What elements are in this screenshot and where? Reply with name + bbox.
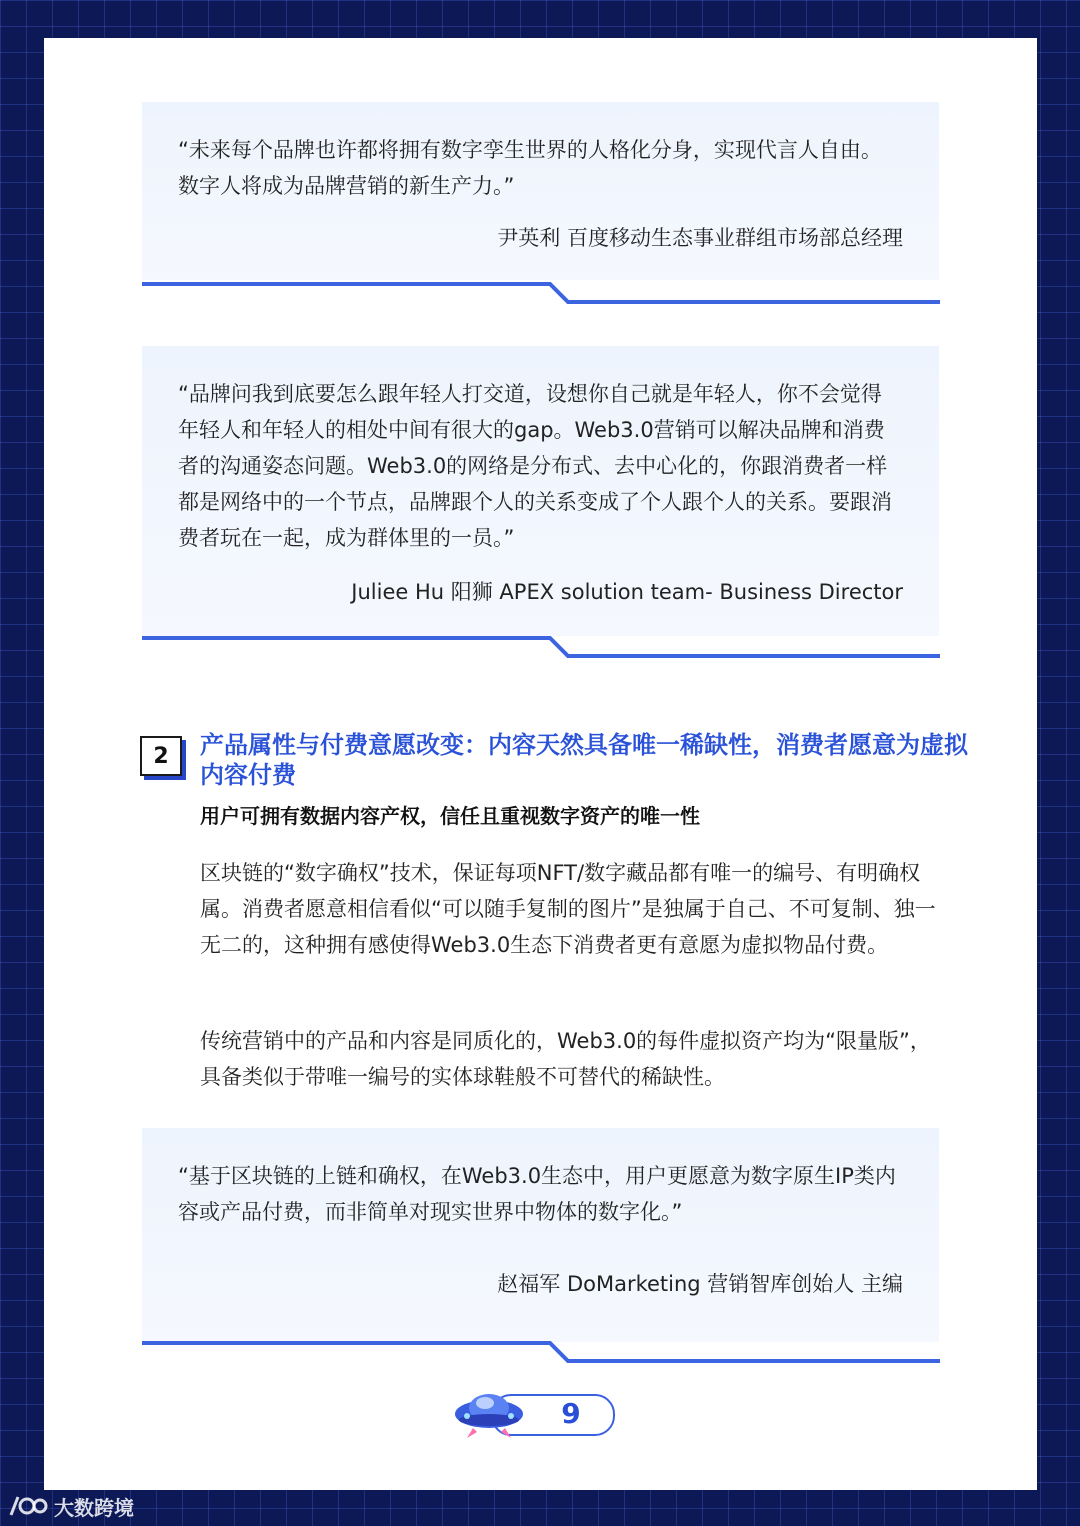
section-title: 产品属性与付费意愿改变：内容天然具备唯一稀缺性，消费者愿意为虚拟内容付费 [200, 731, 968, 789]
quote-divider-line [142, 281, 940, 305]
spaceship-icon [451, 1382, 531, 1444]
quote-card-2 [142, 346, 939, 636]
quote-author: 赵福军 DoMarketing 营销智库创始人 主编 [497, 1272, 903, 1296]
page-number: 9 [561, 1397, 581, 1430]
quote-text: “未来每个品牌也许都将拥有数字孪生世界的人格化分身，实现代言人自由。数字人将成为品牌营销的新生产力。” [178, 138, 882, 198]
quote-card-3 [142, 1128, 939, 1342]
quote-divider-line [142, 635, 940, 659]
page-number-badge [451, 1382, 616, 1444]
document-page [44, 38, 1037, 1490]
watermark-text: 大数跨境 [54, 1495, 134, 1520]
watermark [8, 1490, 134, 1522]
body-paragraph: 传统营销中的产品和内容是同质化的，Web3.0的每件虚拟资产均为“限量版”，具备类似于带唯一编号的实体球鞋般不可替代的稀缺性。 [200, 1029, 931, 1089]
quote-author: Juliee Hu 阳狮 APEX solution team- Business Director [351, 580, 903, 604]
brand-logo-icon [8, 1493, 48, 1519]
quote-text: “基于区块链的上链和确权，在Web3.0生态中，用户更愿意为数字原生IP类内容或产品付费，而非简单对现实世界中物体的数字化。” [178, 1164, 896, 1224]
quote-card-1 [142, 102, 939, 280]
quote-divider-line [142, 1340, 940, 1364]
quote-text: “品牌问我到底要怎么跟年轻人打交道，设想你自己就是年轻人，你不会觉得年轻人和年轻人的相处中间有很大的gap。Web3.0营销可以解决品牌和消费者的沟通姿态问题。Web3.0的网络是分布式、去中心化的，你跟消费者一样都是网络中的一个节点，品牌跟个人的关系变成了个人跟个人的关系。要跟消费者玩在一起，成为群体里的一员。” [178, 382, 892, 550]
body-paragraph: 区块链的“数字确权”技术，保证每项NFT/数字藏品都有唯一的编号、有明确权属。消费者愿意相信看似“可以随手复制的图片”是独属于自己、不可复制、独一无二的，这种拥有感使得Web3.0生态下消费者更有意愿为虚拟物品付费。 [200, 861, 936, 957]
quote-author: 尹英利 百度移动生态事业群组市场部总经理 [497, 226, 903, 250]
section-subtitle: 用户可拥有数据内容产权，信任且重视数字资产的唯一性 [200, 804, 700, 828]
section-number-badge: 2 [140, 736, 182, 776]
